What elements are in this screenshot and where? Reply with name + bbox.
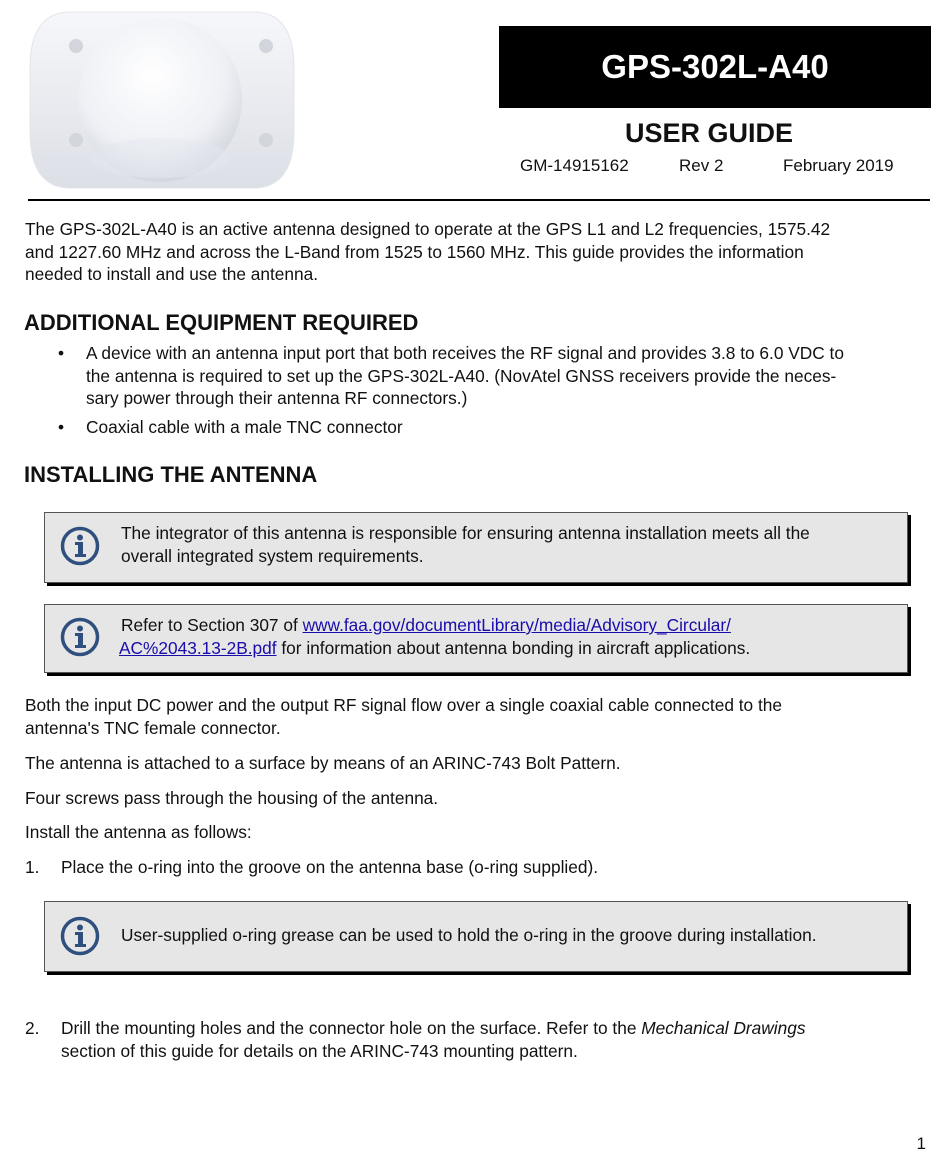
bullet-icon: • — [58, 416, 65, 437]
power-paragraph — [25, 694, 930, 739]
info-icon — [60, 617, 100, 657]
step-line — [61, 1017, 950, 1040]
model-title-box — [499, 26, 931, 108]
equipment-item-line: A device with an antenna input port that both receives the RF signal and provides 3.8 to 6.0 VDC to — [86, 343, 844, 363]
step-line: section of this guide for details on the ARINC-743 mounting pattern. — [61, 1041, 578, 1061]
equipment-item — [58, 416, 928, 439]
faa-link-continued[interactable]: AC%2043.13-2B.pdf — [119, 638, 277, 658]
step-text: Drill the mounting holes and the connector hole on the surface. Refer to the — [61, 1018, 642, 1038]
equipment-item-line: Coaxial cable with a male TNC connector — [86, 416, 403, 437]
note-line — [119, 637, 897, 660]
equipment-list — [58, 342, 928, 438]
note-text — [121, 614, 897, 660]
intro-paragraph — [25, 218, 930, 286]
install-intro: Install the antenna as follows: — [25, 822, 252, 842]
note-prefix: Refer to Section 307 of — [121, 615, 303, 635]
step-item — [25, 1017, 950, 1063]
note-box — [44, 512, 908, 583]
screws-paragraph: Four screws pass through the housing of the antenna. — [25, 788, 439, 808]
intro-line: and 1227.60 MHz and across the L-Band from 1525 to 1560 MHz. This guide provides the information — [25, 241, 804, 262]
installing-heading: INSTALLING THE ANTENNA — [24, 462, 318, 487]
paragraph-line: antenna's TNC female connector. — [25, 717, 281, 738]
note-box — [44, 901, 908, 972]
revision: Rev 2 — [679, 156, 724, 175]
step-text: Place the o-ring into the groove on the antenna base (o-ring supplied). — [61, 857, 599, 877]
note-line: The integrator of this antenna is responsible for ensuring antenna installation meets all the — [121, 523, 810, 543]
mount-paragraph: The antenna is attached to a surface by means of an ARINC-743 Bolt Pattern. — [25, 753, 621, 773]
note-line: overall integrated system requirements. — [121, 546, 424, 566]
equipment-heading: ADDITIONAL EQUIPMENT REQUIRED — [24, 310, 419, 335]
equipment-item-line: the antenna is required to set up the GPS-302L-A40. (NovAtel GNSS receivers provide the neces- — [86, 365, 837, 386]
step-number: 1. — [25, 857, 40, 877]
publish-date: February 2019 — [783, 156, 894, 175]
header-rule — [28, 199, 930, 201]
note-box — [44, 604, 908, 673]
bullet-icon: • — [58, 343, 65, 363]
doc-number: GM-14915162 — [520, 156, 629, 175]
equipment-item-line: sary power through their antenna RF connectors.) — [86, 388, 468, 408]
info-icon — [60, 916, 100, 956]
step-number: 2. — [25, 1018, 40, 1038]
doc-type-title: USER GUIDE — [624, 118, 794, 148]
note-text — [121, 522, 897, 568]
note-text: User-supplied o-ring grease can be used to hold the o-ring in the groove during installation. — [121, 925, 817, 945]
intro-line: needed to install and use the antenna. — [25, 264, 319, 284]
info-icon — [60, 526, 100, 566]
note-suffix: for information about antenna bonding in aircraft applications. — [276, 638, 751, 658]
note-line — [121, 614, 897, 637]
equipment-item — [58, 342, 928, 410]
page-number: 1 — [916, 1134, 926, 1153]
step-item — [25, 856, 950, 879]
mechanical-drawings-ref: Mechanical Drawings — [641, 1018, 806, 1038]
paragraph-line: Both the input DC power and the output RF signal flow over a single coaxial cable connected to the — [25, 695, 782, 715]
intro-line: The GPS-302L-A40 is an active antenna designed to operate at the GPS L1 and L2 frequencies, 1575.42 — [25, 219, 831, 239]
model-title: GPS-302L-A40 — [601, 48, 829, 85]
faa-link[interactable]: www.faa.gov/documentLibrary/media/Advisory_Circular/ — [302, 615, 731, 635]
antenna-image — [28, 8, 296, 192]
